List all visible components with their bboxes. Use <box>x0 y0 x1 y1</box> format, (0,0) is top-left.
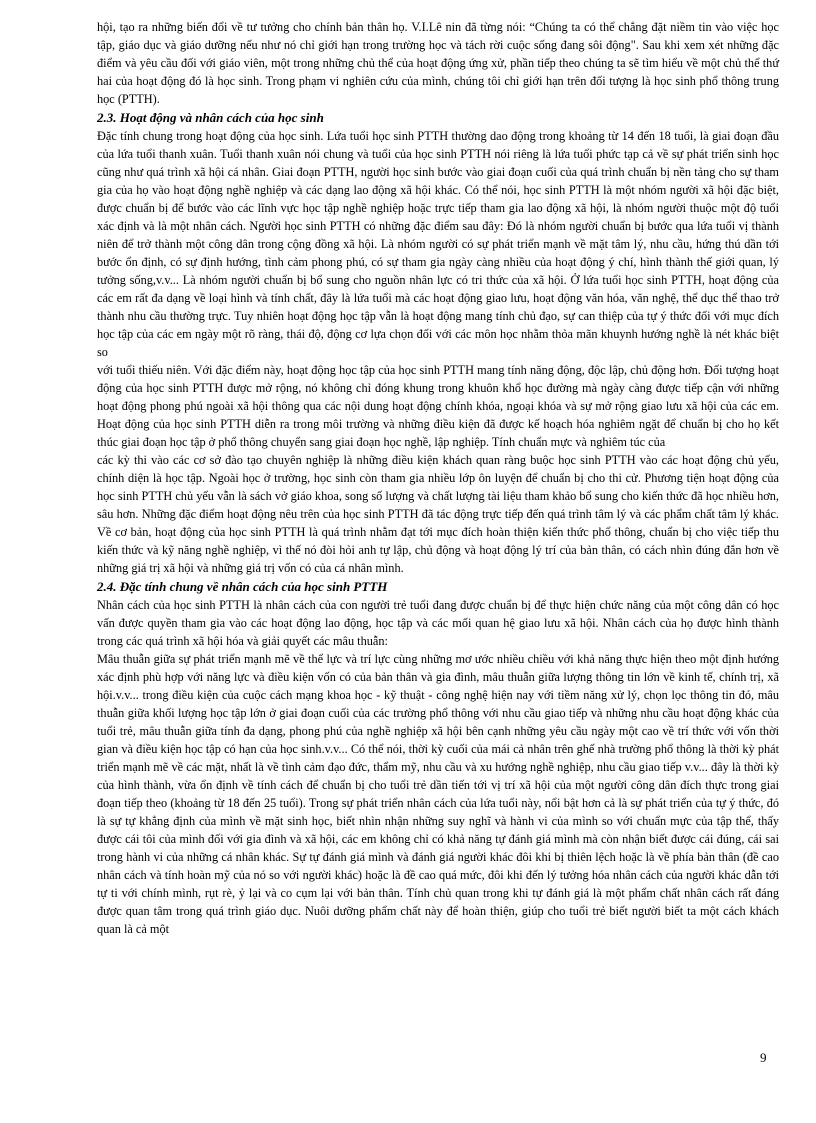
paragraph: Nhân cách của học sinh PTTH là nhân cách của con người trẻ tuổi đang được chuẩn bị để thực hiện chức năng của một công dân có học vấn được quyền tham gia vào các hoạt động lao động, học tập và các mối quan hệ giao lưu xã hội. Nhân cách của họ được hình thành trong các quá trình xã hội hóa và giải quyết các mâu thuẫn: <box>97 598 779 648</box>
section-heading-2-4: 2.4. Đặc tính chung về nhân cách của học sinh PTTH <box>97 579 388 594</box>
section-heading-2-3: 2.3. Hoạt động và nhân cách của học sinh <box>97 110 324 125</box>
paragraph: Mâu thuẫn giữa sự phát triển mạnh mẽ về thể lực và trí lực cùng những mơ ước nhiều chiều với khả năng thực hiện theo một định hướng xác định phù hợp với năng lực và điều kiện vốn có của bản thân và gia đình, mâu thuẫn giữa lượng thông tin lớn về kinh tế, chính trị, xã hội.v.v... trong điều kiện của cuộc cách mạng khoa học - kỹ thuật - công nghệ hiện nay với tiềm năng xử lý, chọn lọc thông tin đó, mâu thuẫn giữa khối lượng học tập lớn ở giai đoạn cuối của các trường phổ thông với nhu cầu giao tiếp và những nhu cầu hoạt động khác của tuổi trẻ, mâu thuẫn giữa tính đa dạng, phong phú của nghề nghiệp xã hội bên cạnh những yêu cầu ngày một cao về trí thức với vốn thời gian và điều kiện học tập có hạn của học sinh.v.v... Có thể nói, thời kỳ cuối của mái cả nhân trên ghế nhà trường phổ thông là thời kỳ phát triển mạnh mẽ về các mặt, nhất là về tình cảm đạo đức, thẩm mỹ, nhu cầu và xu hướng nghề nghiệp, nhu cầu giao tiếp v.v... đây là thời kỳ của hình thành, vừa ổn định về tính cách để chuẩn bị cho tuổi trẻ dần tiến tới vị trí xã hội của một người công dân đích thực trong giai đoạn tiếp theo (khoảng từ 18 đến 25 tuổi). Trong sự phát triển nhân cách của lứa tuổi này, nổi bật hơn cả là sự phát triển của tự ý thức, đó là sự tự khẳng định của mình về mặt sinh học, biết nhìn nhận những suy nghĩ và hành vi của mình so với chuẩn mực của tập thể, thấy được cái tôi của mình đối với gia đình và xã hội, các em không chỉ có khả năng tự đánh giá mình mà còn nhận biết được cái đúng, cái sai trong hành vi của những cá nhân khác. Sự tự đánh giá mình và đánh giá người khác đôi khi bị thiên lệch hoặc là về phía bản thân (đề cao nhân cách và tính hoàn mỹ của nó so với người khác) hoặc là đề cao quá mức, đôi khi đến lý tưởng hóa nhân cách của người khác dẫn tới tự ti với chính mình, rụt rè, ỷ lại và co cụm lại với bản thân. Tính chủ quan trong khi tự đánh giá là một phẩm chất nhân cách rất đáng được quan tâm trong quá trình giáo dục. Nuôi dưỡng phẩm chất này để hoàn thiện, giúp cho tuổi trẻ biết người biết ta một cách khách quan là cả một <box>97 652 779 936</box>
paragraph: với tuổi thiếu niên. Với đặc điểm này, hoạt động học tập của học sinh PTTH mang tính năng động, độc lập, chủ động hơn. Đối tượng hoạt động của học sinh PTTH được mở rộng, nó không chỉ đóng khung trong khuôn khổ học đường mà ngày càng được tiếp cận với những hoạt động phong phú ngoài xã hội thông qua các nội dung hoạt động chính khóa, ngoại khóa và sự mở rộng giao lưu xã hội của các em. Hoạt động của học sinh PTTH diễn ra trong môi trường và những điều kiện đã được kế hoạch hóa nghiêm ngặt để chuẩn bị cho họ kết thúc giai đoạn học tập ở phổ thông chuyển sang giai đoạn học nghề, lập nghiệp. Tính chuẩn mực và nghiêm túc của <box>97 363 779 449</box>
intro-paragraph: hội, tạo ra những biến đổi về tư tưởng cho chính bản thân họ. V.I.Lê nin đã từng nói: “Chúng ta có thể chẳng đặt niềm tin vào việc học tập, giáo dục và giáo dưỡng nếu như nó chỉ giới hạn trong trường học và tách rời cuộc sống đang sôi động". Sau khi xem xét những đặc điểm và yêu cầu đối với giáo viên, một trong những chủ thể của hoạt động ứng xử, phần tiếp theo chúng ta sẽ tìm hiểu về một chủ thể thứ hai của hoạt động đó là học sinh. Trong phạm vi nghiên cứu của mình, chúng tôi chỉ giới hạn trên đối tượng là học sinh phổ thông trung học (PTTH). <box>97 20 779 106</box>
page-number: 9 <box>760 1050 767 1065</box>
paragraph: các kỳ thi vào các cơ sở đào tạo chuyên nghiệp là những điều kiện khách quan ràng buộc học sinh PTTH vào các hoạt động chủ yếu, chính diện là học tập. Ngoài học ở trường, học sinh còn tham gia nhiều lớp ôn luyện để chuẩn bị cho thi cử. Phương tiện hoạt động của học sinh PTTH chủ yếu vẫn là sách vở giáo khoa, song số lượng và chất lượng tài liệu tham khảo bổ sung cho kiến thức đã học nhiều hơn, sâu hơn. Những đặc điểm hoạt động nêu trên của học sinh PTTH đã tác động trực tiếp đến quá trình tâm lý và các phẩm chất tâm lý khác. Về cơ bản, hoạt động của học sinh PTTH là quá trình nhằm đạt tới mục đích hoàn thiện kiến thức phổ thông, chuẩn bị cho việc tiếp thu kiến thức và kỹ năng nghề nghiệp, vì thế nó đòi hỏi anh tự lập, chủ động và hoạt động lý trí của bản thân, có cách nhìn đúng đắn hơn về những giá trị xã hội và những giá trị vốn có của cá nhân mình. <box>97 453 779 575</box>
document-page <box>97 18 779 938</box>
paragraph: Đặc tính chung trong hoạt động của học sinh. Lứa tuổi học sinh PTTH thường dao động trong khoảng từ 14 đến 18 tuổi, là giai đoạn đầu của lứa tuổi thanh xuân. Tuổi thanh xuân nói chung và tuổi của học sinh PTTH nói riêng là lứa tuổi phức tạp cả về sự phát triển sinh học cũng như quá trình xã hội cá nhân. Giai đoạn PTTH, người học sinh bước vào giai đoạn cuối của quá trình chuẩn bị nền tảng cho sự tham gia của họ vào hoạt động nghề nghiệp và các dạng lao động xã hội khác. Có thể nói, học sinh PTTH là một nhóm người xã hội đặc biệt, được chuẩn bị để bước vào các lĩnh vực học tập nghề nghiệp hoặc trực tiếp tham gia lao động xã hội, là nhóm người thuộc một độ tuổi xác định và là một nhân cách. Người học sinh PTTH có những đặc điểm sau đây: Đó là nhóm người chuẩn bị bước qua lứa tuổi vị thành niên để trở thành một công dân trong cộng đồng xã hội. Là nhóm người có sự phát triển mạnh về mặt tâm lý, nhu cầu, hứng thú dần tới bước ổn định, có sự định hướng, tình cảm phong phú, có sự tham gia ngày càng nhiều của hoạt động ý chí, hình thành thế giới quan, lý tưởng sống,v.v... Là nhóm người chuẩn bị bổ sung cho nguồn nhân lực có tri thức của xã hội. Ở lứa tuổi học sinh PTTH, hoạt động của các em rất đa dạng về loại hình và tính chất, đây là lứa tuổi mà các hoạt động giao lưu, hoạt động văn hóa, văn nghệ, thể dục thể thao trở thành nhu cầu thường trực. Tuy nhiên hoạt động học tập vẫn là hoạt động mang tính chủ đạo, sự can thiệp của tự ý thức đối với mục đích học tập của các em ngày một rõ ràng, thái độ, động cơ lựa chọn đối với các môn học nhằm thỏa mãn khuynh hướng nghề là nét khác biệt so <box>97 129 779 359</box>
